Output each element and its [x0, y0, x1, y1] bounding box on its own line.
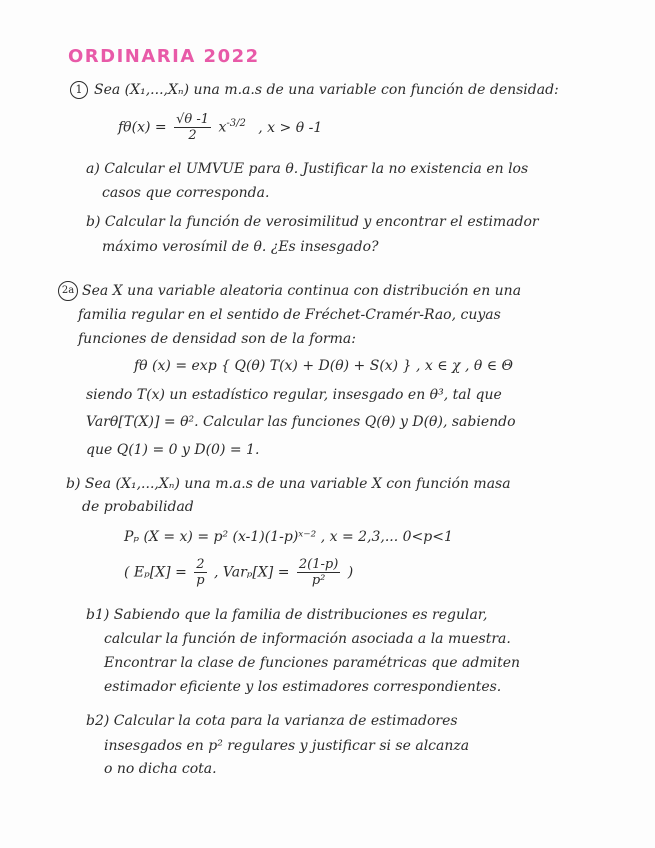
q1-part-b-line2: máximo verosímil de θ. ¿Es insesgado? [102, 239, 379, 255]
q2-a-line1-text: Sea X una variable aleatoria continua con distribución en una [82, 283, 522, 299]
q2-b-pmf: Pₚ (X = x) = p² (x-1)(1-p)ˣ⁻² , x = 2,3,... 0<p<1 [124, 529, 453, 545]
q2-b-var-fraction [297, 557, 340, 588]
q2-a-line5: Varθ[T(X)] = θ². Calcular las funciones Q(θ) y D(θ), sabiendo [86, 414, 516, 430]
q1-density-exponent: -3/2 [226, 117, 246, 129]
q1-part-a-line1: a) Calcular el UMVUE para θ. Justificar la no existencia en los [86, 161, 529, 177]
q2-a-line1 [58, 281, 521, 301]
q1-density-lhs: fθ(x) = [118, 119, 167, 136]
q1-density-condition: , x > θ -1 [258, 119, 323, 136]
page-title: ORDINARIA 2022 [68, 46, 260, 67]
q2-b-mean-denominator: p [196, 573, 205, 588]
q1-density-formula [118, 112, 322, 143]
q2-b-var-numerator: 2(1-p) [298, 557, 339, 572]
q2-b-moments-left: ( Eₚ[X] = [124, 564, 192, 581]
q2-b1-line3: Encontrar la clase de funciones paramétricas que admiten [104, 655, 521, 671]
q1-part-b-line1: b) Calcular la función de verosimilitud y encontrar el estimador [86, 214, 539, 230]
q2-a-formula: fθ (x) = exp { Q(θ) T(x) + D(θ) + S(x) } , x ∈ χ , θ ∈ Θ [134, 358, 514, 374]
q2-b2-line2: insesgados en p² regulares y justificar si se alcanza [104, 738, 470, 754]
q2-number: 2a [58, 281, 78, 301]
q1-intro [70, 81, 559, 99]
q1-density-fraction [174, 112, 211, 143]
q2-b2-line3: o no dicha cota. [104, 761, 217, 777]
q2-b-moments-mid: , Varₚ[X] = [214, 564, 294, 581]
q2-b-line2: de probabilidad [82, 499, 194, 515]
q2-a-line6: que Q(1) = 0 y D(0) = 1. [86, 442, 260, 458]
q2-a-line2: familia regular en el sentido de Fréchet-Cramér-Rao, cuyas [78, 307, 501, 323]
q1-density-denominator: 2 [188, 128, 197, 143]
q2-b1-line1: b1) Sabiendo que la familia de distribuciones es regular, [86, 607, 488, 623]
q2-b2-line1: b2) Calcular la cota para la varianza de estimadores [86, 713, 458, 729]
q2-b-mean-fraction [194, 557, 206, 588]
q2-a-line3: funciones de densidad son de la forma: [78, 331, 356, 347]
q2-a-line4: siendo T(x) un estadístico regular, insesgado en θ³, tal que [86, 387, 502, 403]
q2-b1-line2: calcular la función de información asociada a la muestra. [104, 631, 511, 647]
q2-b-moments [124, 557, 353, 588]
q2-b-moments-right: ) [347, 564, 354, 581]
q1-density-power: x [218, 119, 227, 136]
q2-b-mean-numerator: 2 [196, 557, 205, 572]
q2-b-var-denominator: p² [311, 573, 326, 588]
q2-sub-letter: a [68, 285, 75, 296]
q1-part-a-line2: casos que corresponda. [102, 185, 270, 201]
q2-b-line1: b) Sea (X₁,...,Xₙ) una m.a.s de una variable X con función masa [66, 476, 511, 492]
q1-density-numerator: √θ -1 [176, 112, 209, 127]
q1-intro-text: Sea (X₁,...,Xₙ) una m.a.s de una variable con función de densidad: [94, 82, 559, 98]
q2-b1-line4: estimador eficiente y los estimadores correspondientes. [104, 679, 502, 695]
q1-number: 1 [70, 81, 88, 99]
